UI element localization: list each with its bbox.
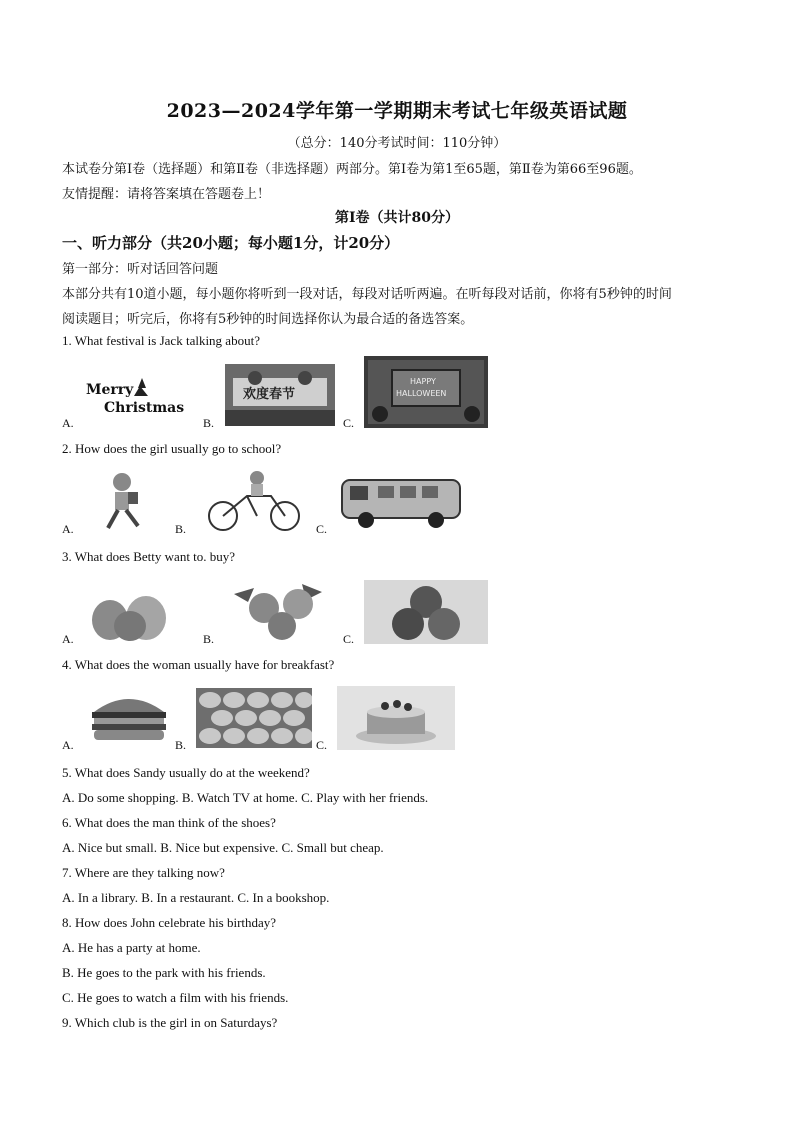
option-label: A.: [62, 522, 74, 536]
question-5: 5. What does Sandy usually do at the weekend?: [62, 765, 310, 780]
exam-intro: 本试卷分第Ⅰ卷（选择题）和第Ⅱ卷（非选择题）两部分。第Ⅰ卷为第1至65题，第Ⅱ卷为第66至96题。: [62, 162, 642, 177]
walking-girl-picture: [82, 470, 162, 532]
spring-festival-picture: [225, 364, 335, 426]
question-6: 6. What does the man think of the shoes?: [62, 815, 276, 830]
option-label: B.: [175, 522, 187, 536]
option-label: C.: [343, 416, 355, 430]
option-label: A.: [62, 632, 74, 646]
oranges-picture: [224, 574, 332, 642]
option-label: B.: [175, 738, 187, 752]
question-4: 4. What does the woman usually have for breakfast?: [62, 657, 335, 672]
listening-section-title: 一、听力部分（共20小题；每小题1分，计20分）: [62, 234, 400, 252]
image-text: HAPPY: [410, 377, 436, 386]
option-label: C.: [343, 632, 355, 646]
question-5-options: A. Do some shopping. B. Watch TV at home. C. Play with her friends.: [62, 790, 429, 805]
question-6-options: A. Nice but small. B. Nice but expensive. C. Small but cheap.: [62, 840, 384, 855]
question-2: 2. How does the girl usually go to school?: [62, 441, 282, 456]
option-label: B.: [203, 416, 215, 430]
dumplings-picture: [196, 688, 312, 748]
question-3: 3. What does Betty want to. buy?: [62, 549, 236, 564]
merry-christmas-picture: [80, 368, 192, 426]
image-text: 欢度春节: [243, 387, 296, 402]
pears-picture: [86, 582, 176, 642]
apples-picture: [364, 580, 488, 644]
cake-picture: [337, 686, 455, 750]
option-label: A.: [62, 416, 74, 430]
listening-instructions-1: 本部分共有10道小题，每小题你将听到一段对话，每段对话听两遍。在听每段对话前，你将有5秒钟的时间: [62, 287, 672, 302]
option-label: B.: [203, 632, 215, 646]
question-8-option-a: A. He has a party at home.: [62, 940, 201, 955]
question-9: 9. Which club is the girl in on Saturdays?: [62, 1015, 278, 1030]
exam-subtitle: （总分：140分考试时间：110分钟）: [287, 136, 507, 151]
question-7-options: A. In a library. B. In a restaurant. C. In a bookshop.: [62, 890, 330, 905]
image-text: HALLOWEEN: [396, 389, 447, 398]
happy-halloween-picture: [364, 356, 488, 428]
hamburger-picture: [86, 690, 172, 748]
option-label: C.: [316, 738, 328, 752]
school-bus-picture: [338, 472, 464, 532]
question-8: 8. How does John celebrate his birthday?: [62, 915, 277, 930]
question-8-option-c: C. He goes to watch a film with his friends.: [62, 990, 289, 1005]
listening-subsection: 第一部分：听对话回答问题: [62, 262, 219, 277]
listening-instructions-2: 阅读题目；听完后，你将有5秒钟的时间选择你认为最合适的备选答案。: [62, 312, 474, 327]
exam-reminder: 友情提醒：请将答案填在答题卷上！: [62, 187, 271, 202]
part1-title: 第Ⅰ卷（共计80分）: [334, 210, 460, 226]
exam-title: 2023—2024学年第一学期期末考试七年级英语试题: [166, 100, 628, 122]
question-7: 7. Where are they talking now?: [62, 865, 225, 880]
option-label: C.: [316, 522, 328, 536]
option-label: A.: [62, 738, 74, 752]
question-1: 1. What festival is Jack talking about?: [62, 333, 260, 348]
image-text: Christmas: [104, 400, 185, 416]
question-8-option-b: B. He goes to the park with his friends.: [62, 965, 266, 980]
bicycle-girl-picture: [197, 470, 311, 532]
image-text: Merry: [86, 382, 134, 398]
